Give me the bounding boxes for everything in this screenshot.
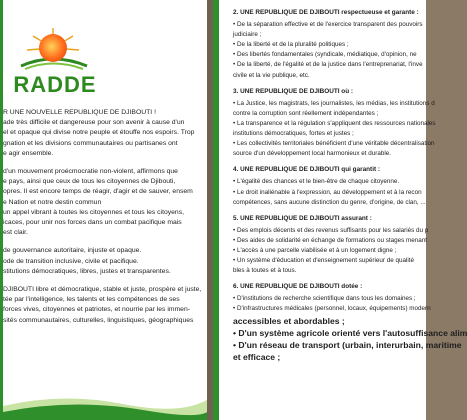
section-4 — [233, 165, 426, 207]
list-item: judiciaire ; — [233, 31, 262, 39]
list-item: compétences, sans aucune distinction du genre, d'origine, de clan, ... — [233, 198, 426, 206]
text-line: icaces, pour unir nos forces dans un combat pacifique mais — [3, 219, 182, 227]
list-item: • L'accès à une parcelle viabilisée et à un logement digne ; — [233, 246, 397, 254]
list-item: • D'un réseau de transport (urbain, interurbain, maritime — [233, 339, 462, 350]
list-item: source d'un développement local harmonieux et durable. — [233, 150, 392, 158]
list-item: civile et la vie publique, etc. — [233, 71, 310, 79]
list-item: et efficace ; — [233, 351, 281, 362]
party-logo — [9, 26, 101, 96]
list-item: • Les collectivités territoriales bénéficient d'une véritable décentralisation — [233, 140, 435, 148]
list-item: • D'institutions de recherche scientifique dans tous les domaines ; — [233, 295, 416, 303]
text-line: opres. Il est encore temps de réagir, d'agir et de sauver, ensem — [3, 188, 193, 196]
left-body-text — [3, 108, 203, 334]
text-line: tée par l'intelligence, les talents et les compétences de ses — [3, 296, 180, 304]
text-line: sités communautaires, culturelles, linguistiques, géographiques — [3, 316, 194, 324]
section-5 — [233, 214, 429, 277]
text-line: un appel vibrant à toutes les citoyennes et tous les citoyens, — [3, 208, 184, 216]
logo-text: RADDE — [13, 72, 97, 97]
section-heading: 4. UNE REPUBLIQUE DE DJIBOUTI qui garantit : — [233, 166, 380, 174]
list-item: contre la corruption sont réellement indépendantes ; — [233, 109, 379, 117]
section-6 — [233, 282, 467, 362]
section-heading: 2. UNE REPUBLIQUE DE DJIBOUTI respectueuse et garante : — [233, 9, 419, 16]
text-line: e Nation et notre destin commun — [3, 198, 102, 206]
text-line: R UNE NOUVELLE REPUBLIQUE DE DJIBOUTI ! — [3, 109, 156, 116]
text-line: forces vives, citoyennes et patriotes, et nourrie par les immen- — [3, 306, 190, 314]
text-line: d'un mouvement proécmocratie non-violent, affirmons que — [3, 168, 178, 176]
list-item: • De la liberté, de l'égalité et de la justice dans l'entreprenariat, l'inve — [233, 61, 423, 69]
paragraph — [3, 285, 203, 326]
sun-icon — [39, 34, 67, 62]
list-item: bles à toutes et à tous. — [233, 267, 297, 275]
section-heading: 6. UNE REPUBLIQUE DE DJIBOUTI dotée : — [233, 283, 363, 291]
paragraph — [3, 246, 203, 277]
list-item: • D'un système agricole orienté vers l'autosuffisance alim — [233, 327, 467, 338]
text-line: e agir ensemble. — [3, 149, 54, 157]
list-item: • De la séparation effective et de l'exercice transparent des pouvoirs — [233, 21, 423, 29]
section-2 — [233, 8, 423, 81]
text-line: ode de transition inclusive, civile et pacifique. — [3, 257, 139, 265]
text-line: el et opaque qui divise notre peuple et étouffe nos espoirs. Trop — [3, 129, 195, 137]
text-line: stitutions démocratiques, libres, justes et transparentes. — [3, 267, 171, 275]
list-item: • L'égalité des chances et le bien-être de chaque citoyenne. — [233, 178, 400, 186]
list-item: accessibles et abordables ; — [233, 315, 345, 326]
list-item: • D'infrastructures médicales (personnel, locaux, équipements) modern — [233, 305, 431, 313]
right-page — [213, 0, 467, 420]
section-3 — [233, 87, 436, 160]
list-item: • La Justice, les magistrats, les journalistes, les médias, les institutions d — [233, 99, 435, 107]
list-item: • Un système d'éducation et d'enseignement supérieur de qualité — [233, 257, 415, 265]
list-item: • Des aides de solidarité en échange de formations ou stages menant — [233, 236, 428, 244]
left-page — [0, 0, 210, 420]
text-line: est clair. — [3, 229, 28, 237]
right-body-text — [233, 8, 467, 369]
list-item: • Des emplois décents et des revenus suffisants pour les salariés du p — [233, 226, 429, 234]
paragraph — [3, 108, 203, 159]
text-line: DJIBOUTI libre et démocratique, stable et juste, prospère et juste, — [3, 286, 202, 294]
green-wave-decoration — [3, 386, 210, 420]
paragraph — [3, 167, 203, 238]
list-item: • Le droit inaliénable à l'expression, au développement et à la recon — [233, 188, 422, 196]
text-line: e pays, ainsi que ceux de tous les citoyennes de Djibouti, — [3, 178, 176, 186]
list-item: • Des libertés fondamentales (syndicale, médiatique, d'opinion, ne — [233, 51, 417, 59]
list-item: • La transparence et la régulation s'appliquent des ressources nationales — [233, 119, 436, 127]
list-item: institutions démocratiques, fortes et justes ; — [233, 130, 354, 138]
section-heading: 5. UNE REPUBLIQUE DE DJIBOUTI assurant : — [233, 214, 372, 222]
text-line: gnation et les divisions communautaires ou partisanes ont — [3, 139, 178, 147]
list-item: • De la liberté et de la pluralité politiques ; — [233, 41, 349, 49]
text-line: de gouvernance autoritaire, injuste et opaque. — [3, 247, 142, 255]
section-heading: 3. UNE REPUBLIQUE DE DJIBOUTI où : — [233, 87, 354, 95]
text-line: ade très difficile et dangereuse pour son avenir à cause d'un — [3, 119, 185, 127]
